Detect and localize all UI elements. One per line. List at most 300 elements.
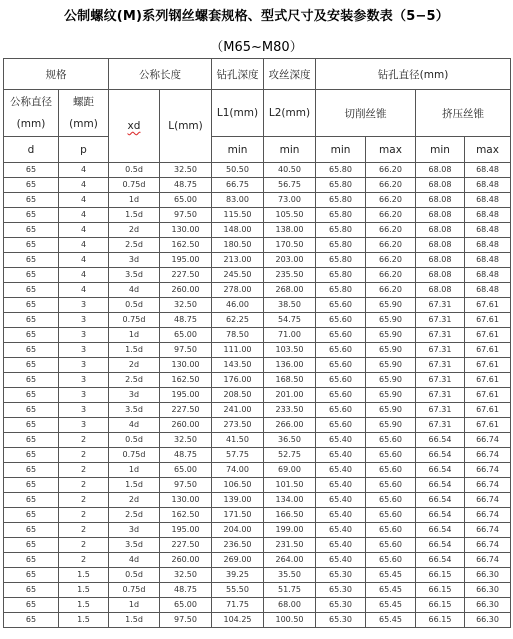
- table-row: [4, 388, 511, 403]
- table-cell: 65.90: [366, 328, 416, 343]
- table-cell: 3: [59, 403, 109, 418]
- table-row: [4, 448, 511, 463]
- table-cell: 65.90: [366, 358, 416, 373]
- table-cell: 66.74: [465, 478, 511, 493]
- table-cell: 176.00: [212, 373, 264, 388]
- table-cell: 2: [59, 493, 109, 508]
- table-row: [4, 508, 511, 523]
- table-cell: 104.25: [212, 613, 264, 628]
- header-row-2: [4, 90, 511, 137]
- header-L2-min: min: [264, 137, 316, 163]
- table-cell: 67.61: [465, 358, 511, 373]
- table-cell: 65.90: [366, 403, 416, 418]
- table-cell: 3: [59, 313, 109, 328]
- table-cell: 62.25: [212, 313, 264, 328]
- table-row: [4, 298, 511, 313]
- table-cell: 105.50: [264, 208, 316, 223]
- table-cell: 65: [4, 568, 59, 583]
- table-cell: 78.50: [212, 328, 264, 343]
- table-cell: 65.60: [316, 373, 366, 388]
- table-cell: 68.48: [465, 238, 511, 253]
- table-cell: 65: [4, 613, 59, 628]
- table-cell: 56.75: [264, 178, 316, 193]
- table-row: [4, 178, 511, 193]
- table-cell: 65: [4, 478, 59, 493]
- table-cell: 1d: [109, 193, 160, 208]
- table-cell: 0.75d: [109, 583, 160, 598]
- table-cell: 65.40: [316, 463, 366, 478]
- table-cell: 4d: [109, 418, 160, 433]
- table-cell: 66.75: [212, 178, 264, 193]
- table-cell: 71.00: [264, 328, 316, 343]
- table-cell: 1.5: [59, 613, 109, 628]
- table-cell: 65.30: [316, 583, 366, 598]
- table-cell: 67.61: [465, 328, 511, 343]
- table-cell: 65.40: [316, 523, 366, 538]
- table-row: [4, 568, 511, 583]
- table-cell: 3: [59, 418, 109, 433]
- header-extrude-max: max: [465, 137, 511, 163]
- table-cell: 2: [59, 433, 109, 448]
- table-cell: 65.80: [316, 268, 366, 283]
- table-cell: 67.31: [416, 418, 465, 433]
- table-cell: 68.08: [416, 268, 465, 283]
- table-cell: 148.00: [212, 223, 264, 238]
- table-cell: 67.31: [416, 358, 465, 373]
- table-cell: 195.00: [160, 253, 212, 268]
- table-cell: 66.54: [416, 553, 465, 568]
- table-cell: 65.45: [366, 583, 416, 598]
- table-cell: 65.60: [366, 448, 416, 463]
- table-row: [4, 583, 511, 598]
- table-row: [4, 343, 511, 358]
- table-cell: 65: [4, 178, 59, 193]
- table-cell: 65.45: [366, 613, 416, 628]
- table-cell: 180.50: [212, 238, 264, 253]
- table-cell: 66.54: [416, 478, 465, 493]
- table-cell: 48.75: [160, 448, 212, 463]
- table-row: [4, 598, 511, 613]
- table-cell: 68.48: [465, 193, 511, 208]
- table-cell: 65.40: [316, 538, 366, 553]
- table-cell: 66.74: [465, 553, 511, 568]
- table-cell: 65: [4, 388, 59, 403]
- spec-table: [3, 58, 511, 628]
- table-cell: 68.08: [416, 253, 465, 268]
- table-cell: 67.61: [465, 373, 511, 388]
- table-cell: 204.00: [212, 523, 264, 538]
- table-cell: 2: [59, 463, 109, 478]
- table-row: [4, 613, 511, 628]
- table-cell: 65: [4, 298, 59, 313]
- table-cell: 233.50: [264, 403, 316, 418]
- table-row: [4, 418, 511, 433]
- table-cell: 65.40: [316, 478, 366, 493]
- table-cell: 69.00: [264, 463, 316, 478]
- header-spec: 规格: [4, 59, 109, 90]
- table-cell: 3: [59, 358, 109, 373]
- table-cell: 65: [4, 208, 59, 223]
- table-cell: 55.50: [212, 583, 264, 598]
- table-cell: 66.74: [465, 448, 511, 463]
- header-L2: L2(mm): [264, 90, 316, 137]
- table-cell: 65.60: [316, 298, 366, 313]
- table-row: [4, 283, 511, 298]
- table-row: [4, 433, 511, 448]
- table-cell: 3: [59, 388, 109, 403]
- table-cell: 66.74: [465, 523, 511, 538]
- table-cell: 66.54: [416, 508, 465, 523]
- table-cell: 115.50: [212, 208, 264, 223]
- table-cell: 65.40: [316, 433, 366, 448]
- table-cell: 66.20: [366, 253, 416, 268]
- table-cell: 66.20: [366, 208, 416, 223]
- table-cell: 66.30: [465, 598, 511, 613]
- table-cell: 130.00: [160, 223, 212, 238]
- table-cell: 35.50: [264, 568, 316, 583]
- table-cell: 65.80: [316, 238, 366, 253]
- table-cell: 0.5d: [109, 433, 160, 448]
- table-cell: 65.90: [366, 388, 416, 403]
- table-cell: 65.60: [316, 358, 366, 373]
- table-cell: 1.5d: [109, 208, 160, 223]
- table-cell: 65.30: [316, 598, 366, 613]
- table-cell: 245.50: [212, 268, 264, 283]
- table-cell: 166.50: [264, 508, 316, 523]
- table-cell: 66.15: [416, 583, 465, 598]
- table-cell: 67.31: [416, 373, 465, 388]
- table-cell: 1.5: [59, 598, 109, 613]
- table-cell: 139.00: [212, 493, 264, 508]
- table-cell: 65: [4, 223, 59, 238]
- table-cell: 3.5d: [109, 268, 160, 283]
- header-extrude-min: min: [416, 137, 465, 163]
- table-cell: 2: [59, 523, 109, 538]
- table-cell: 235.50: [264, 268, 316, 283]
- table-cell: 266.00: [264, 418, 316, 433]
- table-cell: 54.75: [264, 313, 316, 328]
- table-cell: 66.15: [416, 568, 465, 583]
- table-cell: 2d: [109, 493, 160, 508]
- header-pitch: 螺距(mm): [59, 90, 109, 137]
- table-cell: 83.00: [212, 193, 264, 208]
- table-cell: 67.61: [465, 343, 511, 358]
- table-cell: 65: [4, 373, 59, 388]
- table-cell: 65: [4, 463, 59, 478]
- table-cell: 1.5d: [109, 343, 160, 358]
- table-cell: 2: [59, 553, 109, 568]
- table-cell: 1d: [109, 328, 160, 343]
- table-cell: 65: [4, 508, 59, 523]
- table-cell: 65.30: [316, 568, 366, 583]
- table-cell: 40.50: [264, 163, 316, 178]
- table-cell: 65: [4, 253, 59, 268]
- table-cell: 38.50: [264, 298, 316, 313]
- header-tap-depth: 攻丝深度: [264, 59, 316, 90]
- table-cell: 171.50: [212, 508, 264, 523]
- table-cell: 65: [4, 583, 59, 598]
- table-cell: 195.00: [160, 388, 212, 403]
- table-cell: 65: [4, 163, 59, 178]
- table-cell: 65: [4, 523, 59, 538]
- table-cell: 65.80: [316, 193, 366, 208]
- table-cell: 65: [4, 403, 59, 418]
- header-row-1: [4, 59, 511, 90]
- table-cell: 66.20: [366, 238, 416, 253]
- table-cell: 65.60: [316, 313, 366, 328]
- table-cell: 260.00: [160, 553, 212, 568]
- table-row: [4, 553, 511, 568]
- table-cell: 65.45: [366, 598, 416, 613]
- table-row: [4, 463, 511, 478]
- table-cell: 103.50: [264, 343, 316, 358]
- table-cell: 0.5d: [109, 298, 160, 313]
- table-cell: 0.5d: [109, 163, 160, 178]
- table-cell: 268.00: [264, 283, 316, 298]
- table-row: [4, 223, 511, 238]
- table-cell: 65.00: [160, 328, 212, 343]
- table-cell: 65.80: [316, 208, 366, 223]
- table-cell: 68.08: [416, 223, 465, 238]
- table-row: [4, 328, 511, 343]
- table-cell: 67.61: [465, 418, 511, 433]
- table-cell: 66.30: [465, 583, 511, 598]
- table-cell: 2: [59, 538, 109, 553]
- table-cell: 65.30: [316, 613, 366, 628]
- table-cell: 65.00: [160, 193, 212, 208]
- table-cell: 66.74: [465, 493, 511, 508]
- table-cell: 46.00: [212, 298, 264, 313]
- table-cell: 57.75: [212, 448, 264, 463]
- table-cell: 66.20: [366, 178, 416, 193]
- table-cell: 170.50: [264, 238, 316, 253]
- table-cell: 213.00: [212, 253, 264, 268]
- table-cell: 2.5d: [109, 238, 160, 253]
- header-cut-min: min: [316, 137, 366, 163]
- table-cell: 66.20: [366, 193, 416, 208]
- table-cell: 66.54: [416, 523, 465, 538]
- table-cell: 65.90: [366, 313, 416, 328]
- table-cell: 65.80: [316, 253, 366, 268]
- table-cell: 162.50: [160, 373, 212, 388]
- table-cell: 2: [59, 478, 109, 493]
- table-cell: 65: [4, 283, 59, 298]
- table-cell: 65.60: [316, 328, 366, 343]
- table-cell: 65.00: [160, 598, 212, 613]
- header-d: d: [4, 137, 59, 163]
- table-cell: 67.31: [416, 343, 465, 358]
- table-cell: 4d: [109, 553, 160, 568]
- table-cell: 65: [4, 268, 59, 283]
- table-cell: 134.00: [264, 493, 316, 508]
- table-cell: 68.08: [416, 178, 465, 193]
- table-cell: 65: [4, 598, 59, 613]
- header-drill-depth: 钻孔深度: [212, 59, 264, 90]
- table-subtitle: （M65~M80）: [210, 40, 303, 55]
- table-cell: 67.31: [416, 298, 465, 313]
- table-cell: 101.50: [264, 478, 316, 493]
- table-cell: 97.50: [160, 208, 212, 223]
- table-cell: 241.00: [212, 403, 264, 418]
- table-cell: 269.00: [212, 553, 264, 568]
- table-cell: 65: [4, 313, 59, 328]
- table-cell: 68.08: [416, 208, 465, 223]
- table-cell: 143.50: [212, 358, 264, 373]
- table-cell: 48.75: [160, 178, 212, 193]
- header-drill-diameter: 钻孔直径(mm): [316, 59, 511, 90]
- table-cell: 65.60: [316, 418, 366, 433]
- table-cell: 73.00: [264, 193, 316, 208]
- table-cell: 4: [59, 238, 109, 253]
- table-cell: 1d: [109, 463, 160, 478]
- table-cell: 66.74: [465, 508, 511, 523]
- header-row-3: [4, 137, 511, 163]
- table-cell: 66.74: [465, 538, 511, 553]
- table-cell: 1.5: [59, 583, 109, 598]
- table-cell: 195.00: [160, 523, 212, 538]
- table-cell: 273.50: [212, 418, 264, 433]
- header-extrude-tap: 挤压丝锥: [416, 90, 511, 137]
- table-cell: 3: [59, 328, 109, 343]
- table-cell: 65: [4, 418, 59, 433]
- table-cell: 67.31: [416, 403, 465, 418]
- header-nominal-length: 公称长度: [109, 59, 212, 90]
- table-cell: 203.00: [264, 253, 316, 268]
- table-row: [4, 523, 511, 538]
- table-cell: 68.48: [465, 163, 511, 178]
- table-cell: 68.48: [465, 223, 511, 238]
- table-cell: 52.75: [264, 448, 316, 463]
- table-cell: 68.08: [416, 163, 465, 178]
- table-cell: 4: [59, 163, 109, 178]
- table-cell: 68.08: [416, 238, 465, 253]
- table-cell: 227.50: [160, 538, 212, 553]
- table-cell: 66.15: [416, 613, 465, 628]
- table-cell: 65.60: [366, 508, 416, 523]
- table-row: [4, 403, 511, 418]
- table-cell: 0.75d: [109, 448, 160, 463]
- table-cell: 65.80: [316, 223, 366, 238]
- table-cell: 65.40: [316, 448, 366, 463]
- table-cell: 65.60: [366, 538, 416, 553]
- table-cell: 65.80: [316, 283, 366, 298]
- table-cell: 66.54: [416, 463, 465, 478]
- table-cell: 3.5d: [109, 403, 160, 418]
- table-cell: 3: [59, 343, 109, 358]
- table-cell: 3: [59, 373, 109, 388]
- table-cell: 66.20: [366, 223, 416, 238]
- table-cell: 3d: [109, 388, 160, 403]
- table-cell: 50.50: [212, 163, 264, 178]
- table-cell: 41.50: [212, 433, 264, 448]
- table-cell: 68.48: [465, 268, 511, 283]
- table-cell: 66.54: [416, 538, 465, 553]
- table-cell: 68.48: [465, 208, 511, 223]
- table-cell: 65: [4, 328, 59, 343]
- table-cell: 4d: [109, 283, 160, 298]
- table-cell: 65.90: [366, 343, 416, 358]
- table-cell: 65: [4, 193, 59, 208]
- table-cell: 2.5d: [109, 373, 160, 388]
- table-cell: 227.50: [160, 268, 212, 283]
- table-cell: 0.75d: [109, 178, 160, 193]
- table-cell: 65: [4, 493, 59, 508]
- table-cell: 65.40: [316, 493, 366, 508]
- table-cell: 2d: [109, 223, 160, 238]
- header-cut-tap: 切削丝锥: [316, 90, 416, 137]
- table-cell: 67.31: [416, 313, 465, 328]
- table-row: [4, 478, 511, 493]
- table-cell: 1.5d: [109, 613, 160, 628]
- table-cell: 68.48: [465, 178, 511, 193]
- table-cell: 65: [4, 358, 59, 373]
- table-cell: 48.75: [160, 583, 212, 598]
- table-cell: 1.5d: [109, 478, 160, 493]
- table-cell: 2: [59, 508, 109, 523]
- table-cell: 130.00: [160, 493, 212, 508]
- table-cell: 66.54: [416, 493, 465, 508]
- table-cell: 4: [59, 178, 109, 193]
- table-cell: 2.5d: [109, 508, 160, 523]
- table-row: [4, 373, 511, 388]
- header-L1: L1(mm): [212, 90, 264, 137]
- table-row: [4, 253, 511, 268]
- table-cell: 67.31: [416, 388, 465, 403]
- table-cell: 65: [4, 343, 59, 358]
- table-cell: 4: [59, 283, 109, 298]
- table-cell: 65.60: [366, 553, 416, 568]
- table-cell: 65.00: [160, 463, 212, 478]
- table-cell: 4: [59, 253, 109, 268]
- table-cell: 2d: [109, 358, 160, 373]
- table-cell: 67.61: [465, 403, 511, 418]
- table-cell: 65.60: [366, 463, 416, 478]
- table-cell: 39.25: [212, 568, 264, 583]
- table-cell: 66.74: [465, 463, 511, 478]
- table-cell: 65.90: [366, 373, 416, 388]
- table-cell: 260.00: [160, 283, 212, 298]
- table-cell: 36.50: [264, 433, 316, 448]
- table-row: [4, 313, 511, 328]
- table-cell: 4: [59, 223, 109, 238]
- table-cell: 3d: [109, 253, 160, 268]
- table-cell: 66.54: [416, 448, 465, 463]
- table-cell: 32.50: [160, 433, 212, 448]
- table-cell: 67.31: [416, 328, 465, 343]
- table-cell: 97.50: [160, 613, 212, 628]
- table-cell: 227.50: [160, 403, 212, 418]
- table-cell: 130.00: [160, 358, 212, 373]
- table-cell: 65: [4, 238, 59, 253]
- table-cell: 168.50: [264, 373, 316, 388]
- table-cell: 65.90: [366, 418, 416, 433]
- table-cell: 66.30: [465, 568, 511, 583]
- table-cell: 65.45: [366, 568, 416, 583]
- table-title: 公制螺纹(M)系列钢丝螺套规格、型式尺寸及安装参数表（5−5）: [63, 9, 449, 24]
- table-cell: 264.00: [264, 553, 316, 568]
- table-cell: 231.50: [264, 538, 316, 553]
- table-cell: 0.5d: [109, 568, 160, 583]
- table-cell: 65: [4, 448, 59, 463]
- table-cell: 66.54: [416, 433, 465, 448]
- table-cell: 74.00: [212, 463, 264, 478]
- table-cell: 2: [59, 448, 109, 463]
- table-cell: 68.00: [264, 598, 316, 613]
- table-cell: 65.40: [316, 508, 366, 523]
- table-cell: 1d: [109, 598, 160, 613]
- table-cell: 65.80: [316, 163, 366, 178]
- table-cell: 65.60: [366, 493, 416, 508]
